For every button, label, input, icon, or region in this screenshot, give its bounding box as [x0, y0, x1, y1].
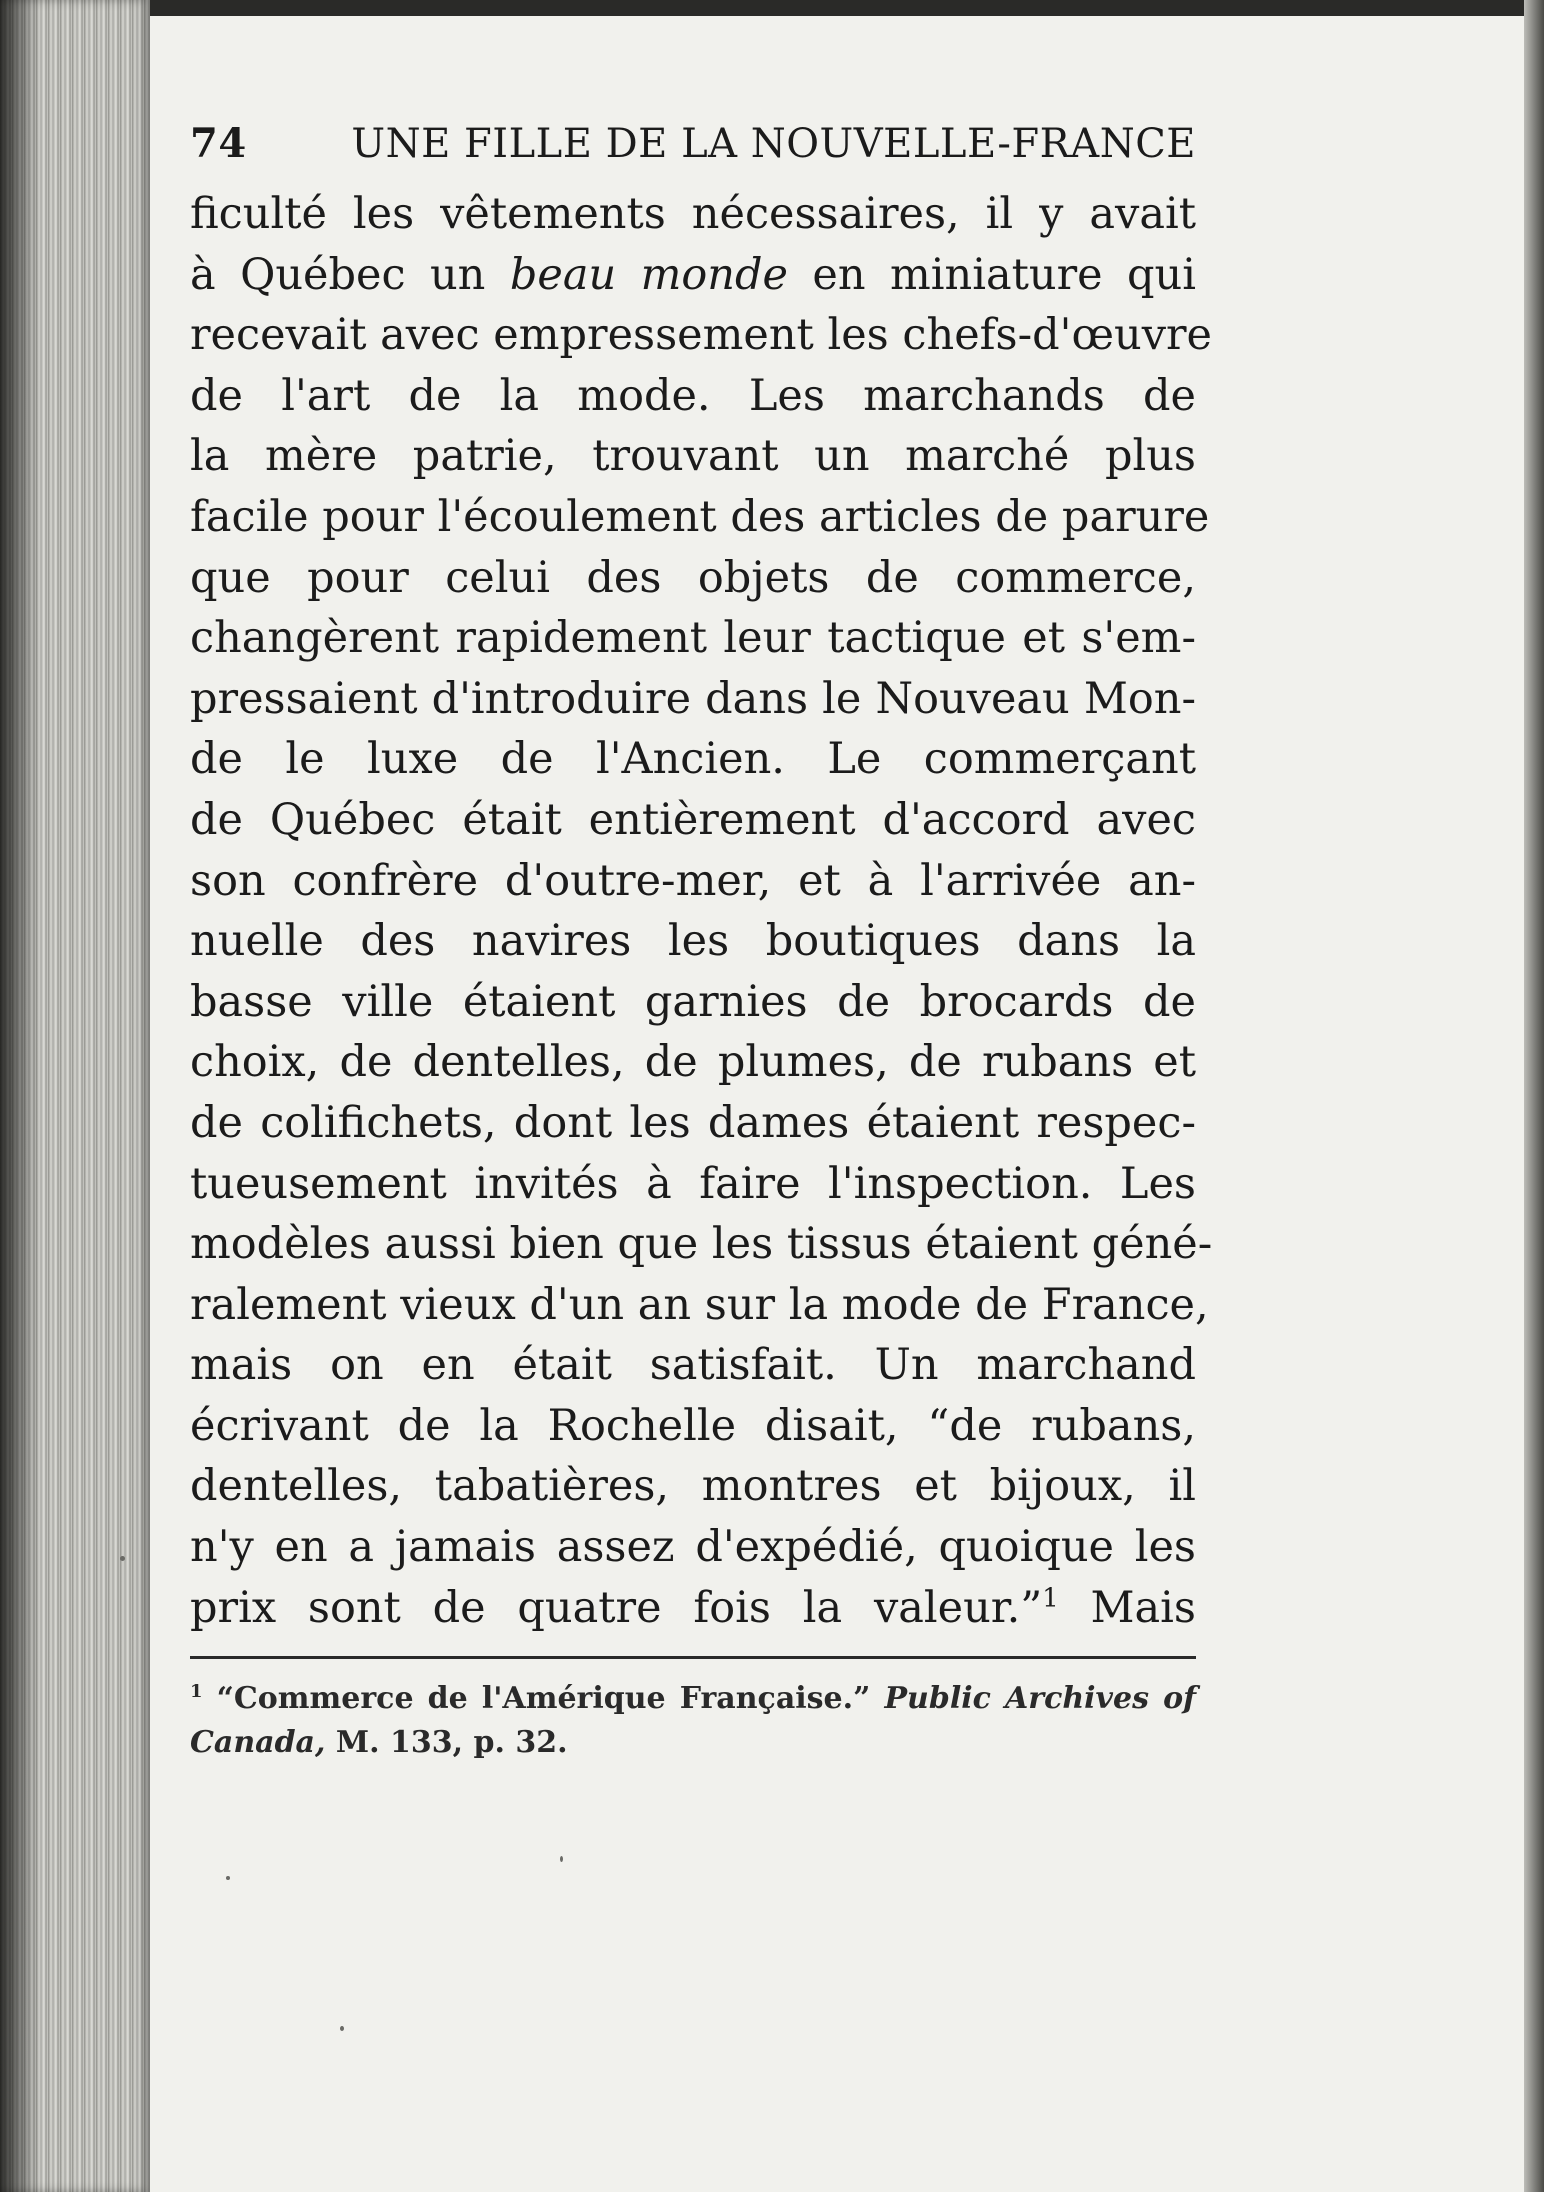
- body-text: [190, 184, 1213, 1638]
- text-line: [190, 1578, 1196, 1639]
- footnote-citation: “Commerce de l'Amérique Française.”: [202, 1681, 885, 1717]
- footnote-line: [190, 1721, 1196, 1765]
- text-line-content: choix, de dentelles, de plumes, de rubans et: [190, 1037, 1196, 1088]
- page-number: 74: [190, 120, 247, 167]
- text-line: [190, 1275, 1209, 1336]
- paper-speck: [340, 2026, 344, 2031]
- text-line: [190, 426, 1196, 487]
- text-line-content: de le luxe de l'Ancien. Le commerçant: [190, 734, 1196, 785]
- text-line: [190, 184, 1196, 245]
- text-line: [190, 669, 1196, 730]
- text-line-content: facile pour l'écoulement des articles de parure: [190, 491, 1210, 542]
- text-line: [190, 1396, 1196, 1457]
- text-line-content: modèles aussi bien que les tissus étaient géné-: [190, 1219, 1213, 1270]
- text-line-content: à Québec un: [190, 249, 510, 300]
- footnote-marker: 1: [190, 1681, 203, 1703]
- text-line-content: que pour celui des objets de commerce,: [190, 552, 1196, 603]
- text-line: [190, 487, 1210, 548]
- text-line: [190, 851, 1196, 912]
- spine-shadow: [0, 0, 40, 2192]
- footnote-source-italic: Public Archives of: [884, 1681, 1197, 1717]
- page-content: [190, 112, 1213, 1765]
- text-line-content: tueusement invités à faire l'inspection. Les: [190, 1158, 1196, 1209]
- text-line-content: changèrent rapidement leur tactique et s'em-: [190, 613, 1196, 664]
- footnote-reference: M. 133, p. 32.: [325, 1725, 568, 1761]
- text-line-content: de colifichets, dont les dames étaient respec-: [190, 1097, 1196, 1148]
- footnote-source-italic: Canada,: [190, 1725, 326, 1761]
- scan-right-edge: [1524, 0, 1544, 2192]
- text-line: [190, 1335, 1196, 1396]
- text-line-content: son confrère d'outre-mer, et à l'arrivée an-: [190, 855, 1196, 906]
- running-head: [190, 112, 1196, 176]
- text-line: [190, 1154, 1196, 1215]
- text-line: [190, 911, 1196, 972]
- text-line: [190, 245, 1196, 306]
- text-line-content: nuelle des navires les boutiques dans la: [190, 916, 1196, 967]
- footnote: [190, 1677, 1196, 1765]
- running-title: UNE FILLE DE LA NOUVELLE-FRANCE: [351, 121, 1196, 167]
- text-line-content: en miniature qui: [787, 249, 1196, 300]
- text-line: [190, 729, 1196, 790]
- text-line-content: ficulté les vêtements nécessaires, il y avait: [190, 189, 1196, 239]
- text-line-content: pressaient d'introduire dans le Nouveau Mon-: [190, 673, 1196, 724]
- text-line: [190, 790, 1196, 851]
- text-line: [190, 1032, 1196, 1093]
- text-line-content: recevait avec empressement les chefs-d'œuvre: [190, 310, 1213, 361]
- text-line-content: Mais: [1058, 1582, 1196, 1633]
- footnote-line: [190, 1677, 1196, 1721]
- text-line: [190, 366, 1196, 427]
- text-line-content: de Québec était entièrement d'accord avec: [190, 794, 1196, 845]
- text-line: [190, 1093, 1196, 1154]
- footnote-rule: [190, 1656, 1196, 1659]
- paper-speck: [226, 1876, 230, 1880]
- text-line: [190, 1214, 1213, 1275]
- text-line: [190, 972, 1196, 1033]
- text-line-content: écrivant de la Rochelle disait, “de rubans,: [190, 1400, 1196, 1451]
- paper-speck: [560, 1856, 563, 1862]
- text-line-content: n'y en a jamais assez d'expédié, quoique les: [190, 1522, 1196, 1573]
- text-line-content: ralement vieux d'un an sur la mode de France,: [190, 1279, 1209, 1330]
- text-line: [190, 1517, 1196, 1578]
- text-line: [190, 305, 1213, 366]
- text-line: [190, 548, 1196, 609]
- text-line: [190, 1456, 1196, 1517]
- text-line-content: prix sont de quatre fois la valeur.”: [190, 1582, 1043, 1633]
- text-line-content: de l'art de la mode. Les marchands de: [190, 370, 1196, 421]
- text-line-content: dentelles, tabatières, montres et bijoux, il: [190, 1461, 1196, 1512]
- text-line: [190, 608, 1196, 669]
- footnote-reference-marker: 1: [1042, 1583, 1059, 1614]
- text-line-content: la mère patrie, trouvant un marché plus: [190, 431, 1196, 482]
- text-line-content: basse ville étaient garnies de brocards de: [190, 976, 1196, 1027]
- scan-top-edge: [0, 0, 1544, 16]
- paper-speck: [120, 1556, 125, 1561]
- text-line-content: mais on en était satisfait. Un marchand: [190, 1340, 1196, 1391]
- italic-phrase: beau monde: [509, 249, 788, 300]
